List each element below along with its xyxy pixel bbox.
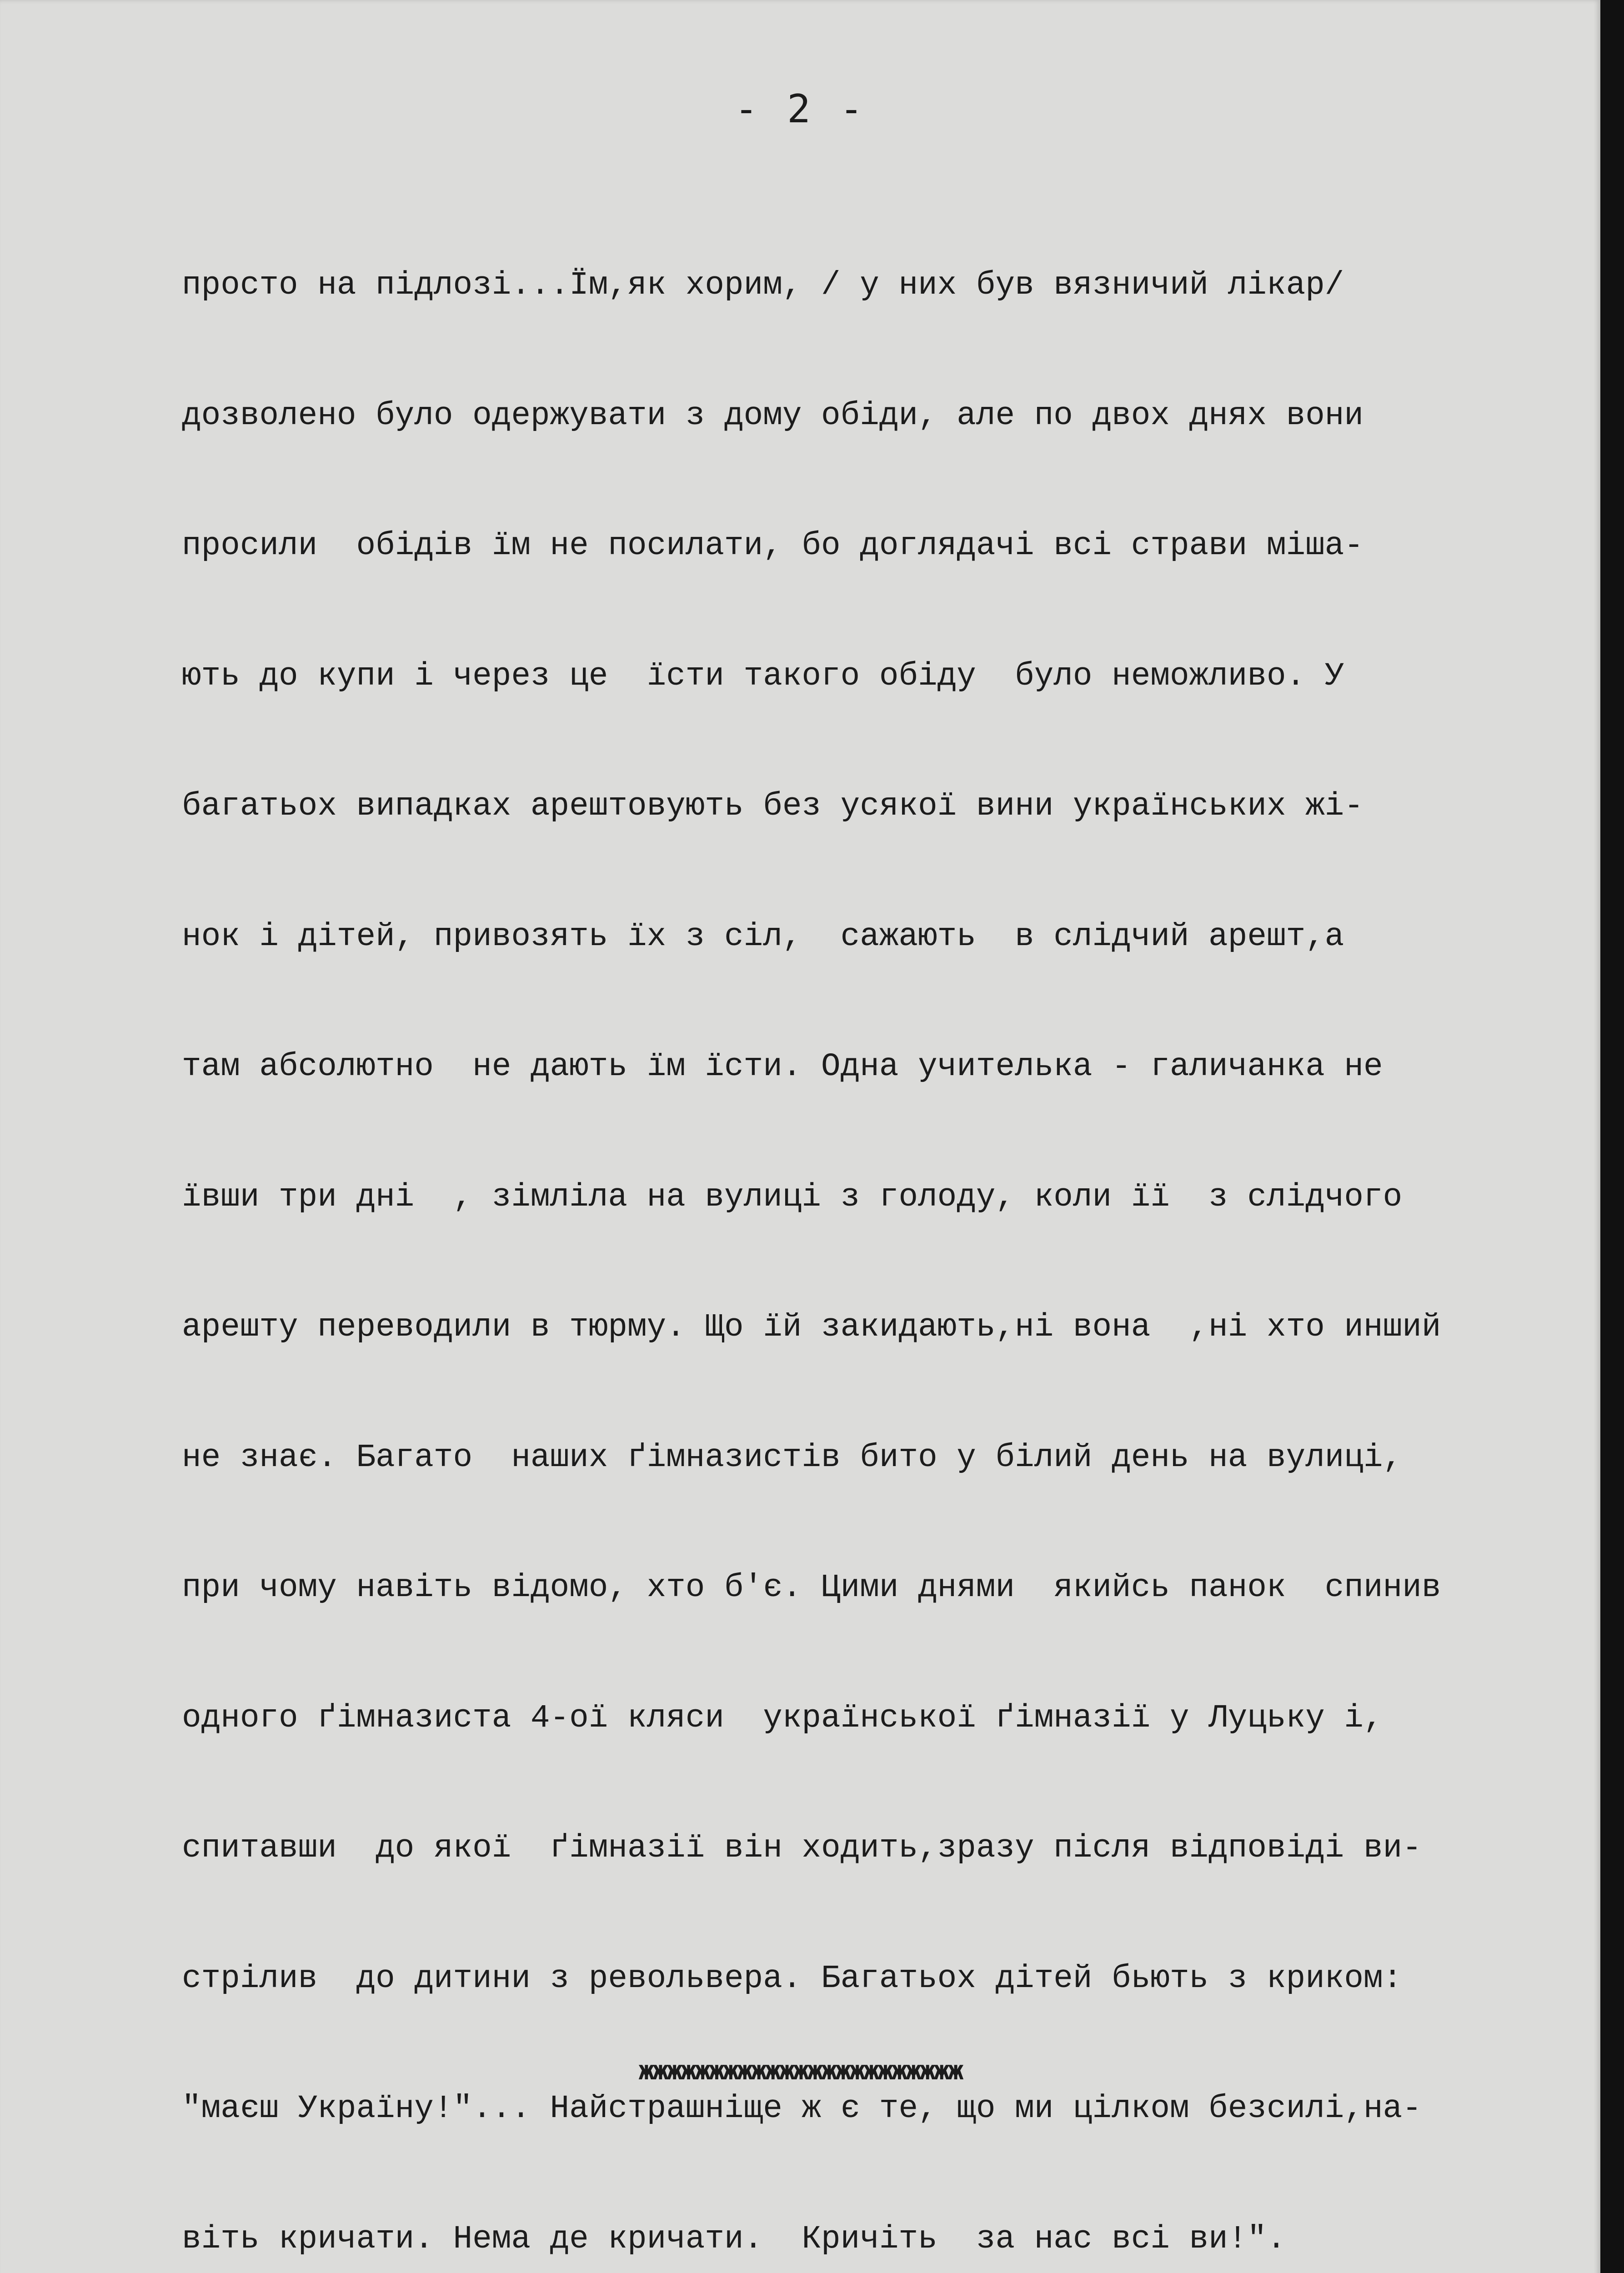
- text-line: спитавши до якої ґімназії він ходить,зразу після відповіді ви-: [182, 1830, 1422, 1867]
- scan-border: [1600, 0, 1624, 2273]
- text-line: віть кричати. Нема де кричати. Кричіть за нас всі ви!".: [182, 2221, 1286, 2258]
- text-line: там абсолютно не дають їм їсти. Одна учителька - галичанка не: [182, 1049, 1383, 1085]
- text-line: ють до купи і через це їсти такого обіду було неможливо. У: [182, 658, 1344, 695]
- separator-line: жжжжжжжжжжжжжжжжжжжжжжж: [638, 2055, 962, 2086]
- text-line: одного ґімназиста 4-ої кляси української ґімназії у Луцьку і,: [182, 1700, 1383, 1737]
- text-line: арешту переводили в тюрму. Що їй закидають,ні вона ,ні хто инший: [182, 1309, 1441, 1346]
- text-line: ївши три дні , зімліла на вулиці з голоду, коли її з слідчого: [182, 1179, 1403, 1216]
- text-line: просто на підлозі...Їм,як хорим, / у них був вязничий лікар/: [182, 267, 1344, 304]
- text-line: "маєш Україну!"... Найстрашніще ж є те, що ми цілком безсилі,на-: [182, 2091, 1422, 2127]
- text-line: не знає. Багато наших ґімназистів бито у білий день на вулиці,: [182, 1439, 1403, 1476]
- text-line: при чому навіть відомо, хто б'є. Цими днями якийсь панок спинив: [182, 1570, 1441, 1606]
- text-line: стрілив до дитини з револьвера. Багатьох дітей бьють з криком:: [182, 1960, 1403, 1997]
- text-line: дозволено було одержувати з дому обіди, але по двох днях вони: [182, 397, 1364, 434]
- text-line: багатьох випадках арештовують без усякої вини українських жі-: [182, 788, 1364, 825]
- text-line: нок і дітей, привозять їх з сіл, сажають в слідчий арешт,а: [182, 918, 1344, 955]
- page-number: - 2 -: [734, 86, 866, 132]
- text-line: просили обідів їм не посилати, бо доглядачі всі страви мішa-: [182, 528, 1364, 564]
- body-text: [182, 177, 1582, 2273]
